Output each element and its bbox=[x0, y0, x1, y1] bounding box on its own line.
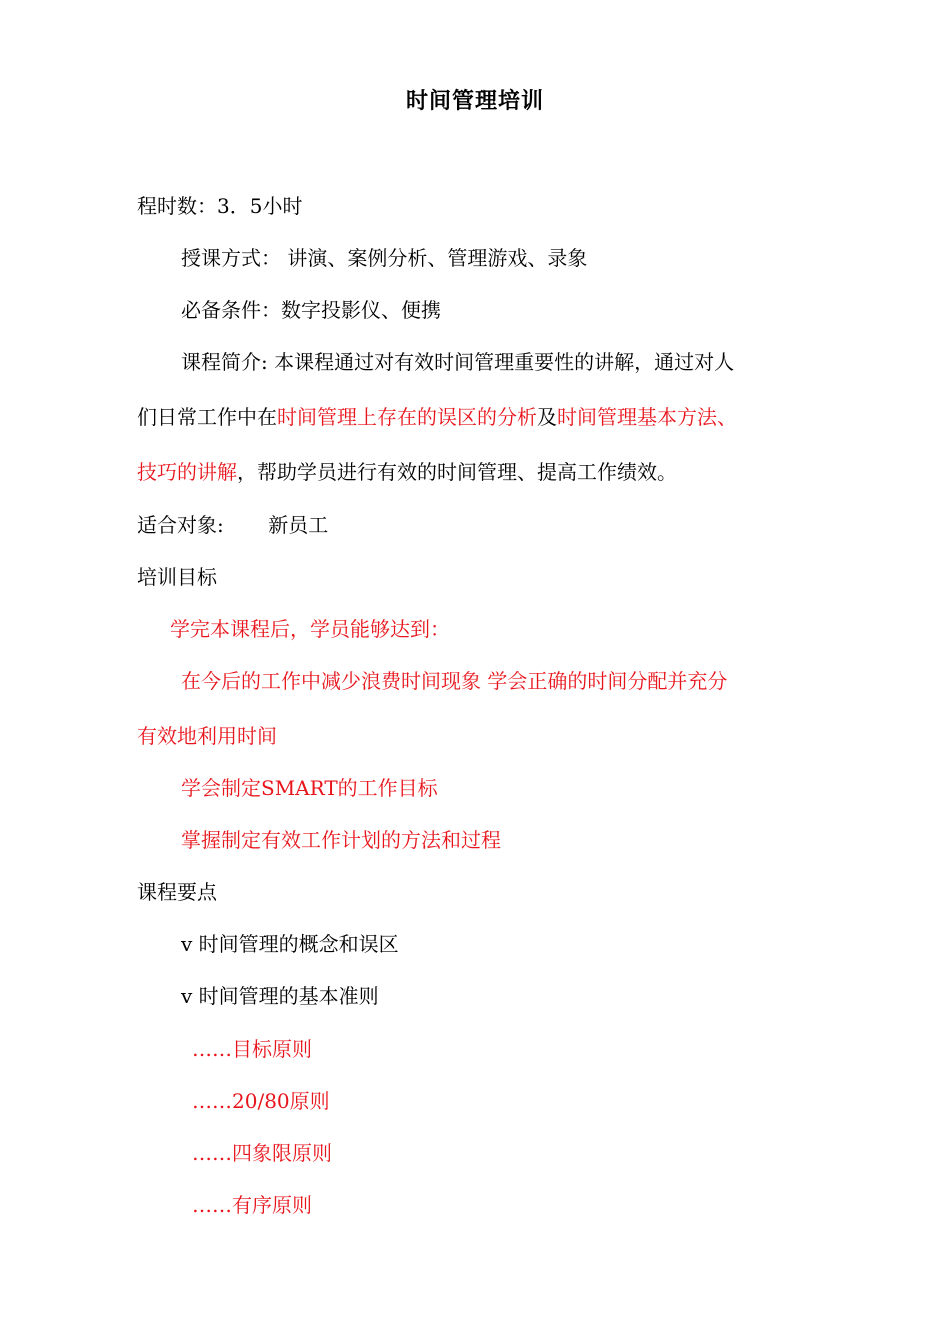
teaching-method: 授课方式： 讲演、案例分析、管理游戏、录象 bbox=[181, 246, 588, 270]
course-hours: 程时数：3．5小时 bbox=[137, 194, 303, 218]
principle-20-80: ……20/80原则 bbox=[192, 1089, 330, 1113]
goals-heading: 培训目标 bbox=[137, 565, 217, 589]
principle-order: ……有序原则 bbox=[192, 1193, 312, 1217]
document-title: 时间管理培训 bbox=[405, 88, 544, 114]
intro-line-3 bbox=[137, 458, 677, 486]
principle-goal: ……目标原则 bbox=[192, 1037, 312, 1061]
goal-item-1-line-2: 有效地利用时间 bbox=[137, 724, 277, 748]
intro-line-2-part-c: 及 bbox=[537, 405, 557, 429]
goal-item-1-line-1: 在今后的工作中减少浪费时间现象 学会正确的时间分配并充分 bbox=[181, 669, 728, 693]
intro-line-1: 课程简介: 本课程通过对有效时间管理重要性的讲解，通过对人 bbox=[181, 350, 735, 374]
intro-line-3-part-b: ，帮助学员进行有效的时间管理、提高工作绩效。 bbox=[237, 460, 677, 484]
intro-line-2-part-b: 时间管理上存在的误区的分析 bbox=[277, 405, 537, 429]
intro-line-2-part-a: 们日常工作中在 bbox=[137, 405, 277, 429]
principle-four-quadrant: ……四象限原则 bbox=[192, 1141, 332, 1165]
key-points-heading: 课程要点 bbox=[137, 880, 217, 904]
target-audience: 适合对象: 新员工 bbox=[137, 513, 329, 537]
intro-line-3-part-a: 技巧的讲解 bbox=[137, 460, 237, 484]
intro-line-2 bbox=[137, 403, 737, 431]
key-point-bullet-2: v 时间管理的基本准则 bbox=[181, 984, 379, 1008]
goal-item-2: 学会制定SMART的工作目标 bbox=[181, 776, 438, 800]
key-point-bullet-1: v 时间管理的概念和误区 bbox=[181, 932, 399, 956]
goal-item-3: 掌握制定有效工作计划的方法和过程 bbox=[181, 828, 501, 852]
requirements: 必备条件：数字投影仪、便携 bbox=[181, 298, 441, 322]
intro-line-2-part-d: 时间管理基本方法、 bbox=[557, 405, 737, 429]
goals-lead: 学完本课程后，学员能够达到： bbox=[170, 617, 450, 641]
